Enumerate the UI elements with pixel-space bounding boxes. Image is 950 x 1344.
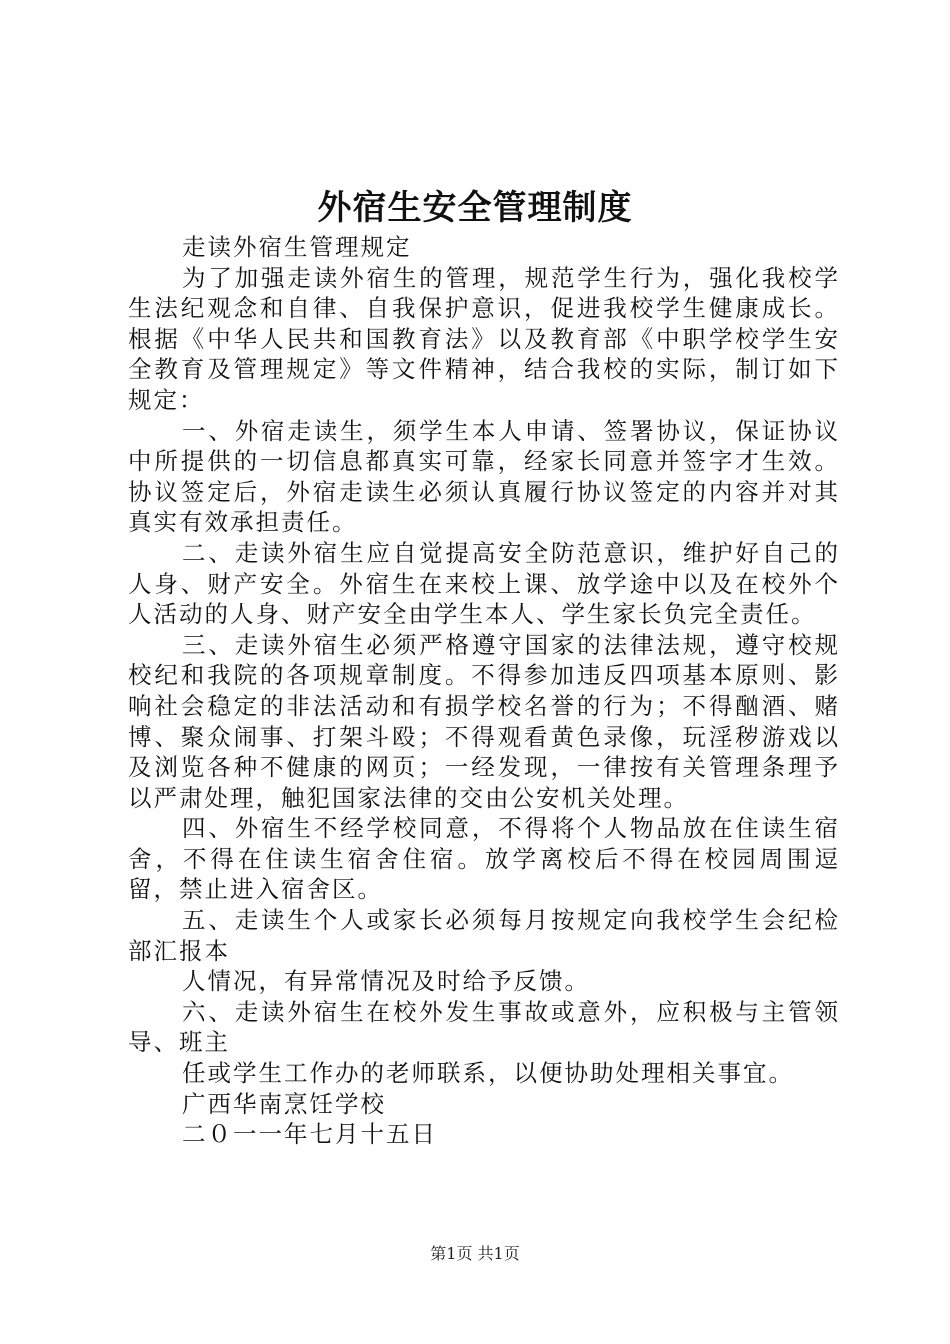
paragraph-rule-3: 三、走读外宿生必须严格遵守国家的法律法规，遵守校规校纪和我院的各项规章制度。不得参加违反四项基本原则、影响社会稳定的非法活动和有损学校名誉的行为；不得酗酒、赌博、聚众闹事、打架斗殴；不得观看黄色录像，玩淫秽游戏以及浏览各种不健康的网页；一经发现，一律按有关管理条理予以严肃处理，触犯国家法律的交由公安机关处理。 — [128, 630, 840, 812]
paragraph-rule-1: 一、外宿走读生，须学生本人申请、签署协议，保证协议中所提供的一切信息都真实可靠，经家长同意并签字才生效。协议签定后，外宿走读生必须认真履行协议签定的内容并对其真实有效承担责任。 — [128, 416, 840, 537]
paragraph-rule-6: 六、走读外宿生在校外发生事故或意外，应积极与主管领导、班主 — [128, 997, 840, 1057]
page-footer: 第1页 共1页 — [430, 1244, 520, 1263]
signature-school: 广西华南烹饪学校 — [182, 1089, 386, 1118]
paragraph-rule-6-cont: 任或学生工作办的老师联系，以便协助处理相关事宜。 — [182, 1059, 794, 1088]
paragraph-rule-4: 四、外宿生不经学校同意，不得将个人物品放在住读生宿舍，不得在住读生宿舍住宿。放学离校后不得在校园周围逗留，禁止进入宿舍区。 — [128, 814, 840, 904]
subtitle: 走读外宿生管理规定 — [182, 233, 412, 261]
paragraph-intro: 为了加强走读外宿生的管理，规范学生行为，强化我校学生法纪观念和自律、自我保护意识，促进我校学生健康成长。根据《中华人民共和国教育法》以及教育部《中职学校学生安全教育及管理规定》等文件精神，结合我校的实际，制订如下规定： — [128, 263, 840, 414]
document-title: 外宿生安全管理制度 — [317, 188, 633, 228]
signature-date: 二０一一年七月十五日 — [182, 1120, 437, 1149]
paragraph-rule-2: 二、走读外宿生应自觉提高安全防范意识，维护好自己的人身、财产安全。外宿生在来校上课、放学途中以及在校外个人活动的人身、财产安全由学生本人、学生家长负完全责任。 — [128, 538, 840, 629]
paragraph-rule-5-cont: 人情况，有异常情况及时给予反馈。 — [182, 967, 590, 996]
paragraph-rule-5: 五、走读生个人或家长必须每月按规定向我校学生会纪检部汇报本 — [128, 906, 840, 965]
document-body — [128, 232, 840, 1150]
